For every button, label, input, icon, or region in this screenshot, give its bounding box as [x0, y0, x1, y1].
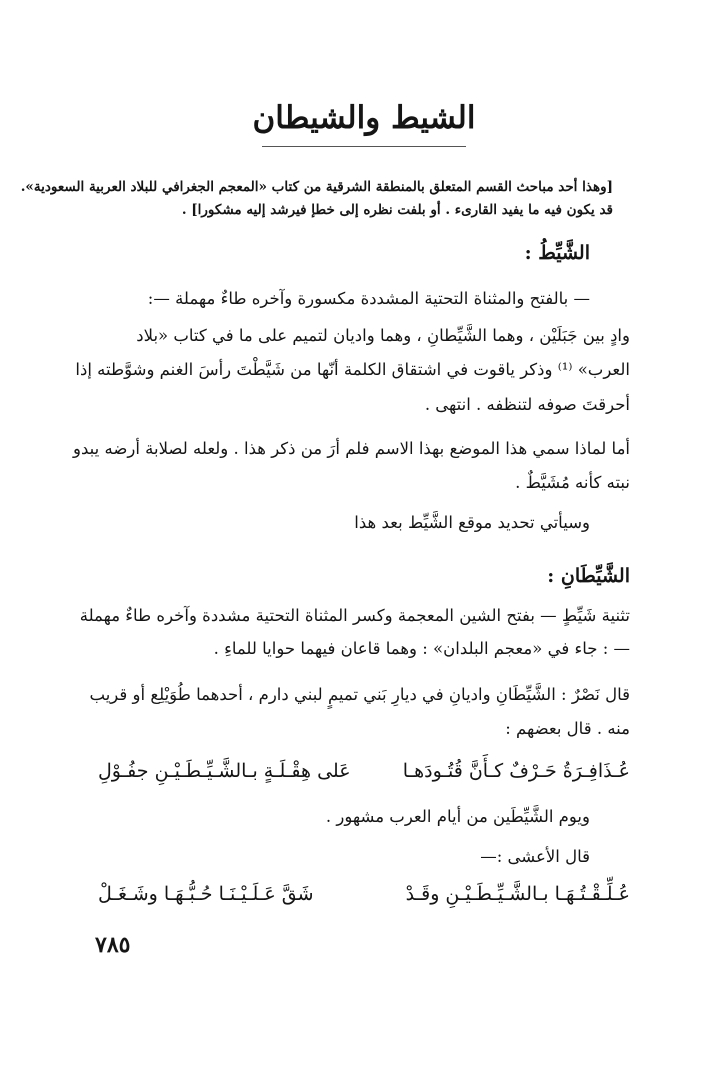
verse-1-first-hemistich: عُـذَافِـرَةُ حَـرْفٌ كـأَنَّ قُتُـودَهـا	[402, 760, 630, 782]
intro-line-2: قد يكون فيه ما يفيد القارىء . أو بلفت نظره إلى خطإ فيرشد إليه مشكورا] .	[181, 202, 613, 218]
intro-line-1: [وهذا أحد مباحث القسم المتعلق بالمنطقة الشرقية من كتاب «المعجم الجغرافي للبلاد العربية السعودية».	[20, 179, 613, 195]
poet-attribution: قال الأعشى :—	[480, 847, 590, 866]
paragraph-line: وسيأتي تحديد موقع الشَّيِّط بعد هذا	[354, 513, 590, 532]
paragraph-line: أحرقتَ صوفه لتنظفه . انتهى .	[424, 395, 630, 414]
section-heading-shayyit: الشَّيِّطُ :	[524, 242, 590, 264]
definition-line: — بالفتح والمثناة التحتية المشددة مكسورة وآخره طاءٌ مهملة —:	[147, 289, 590, 308]
verse-2-first-hemistich: عُـلِّـقْـتُـهَـا بـالشَّـيِّـطَـيْـنِ وقَـدْ	[405, 883, 630, 905]
paragraph-line: — : جاء في «معجم البلدان» : وهما قاعان فيهما حوايا للماءِ .	[213, 639, 630, 658]
verse-1-second-hemistich: عَلى هِقْـلَـةٍ بـالشَّـيِّـطَـيْـنِ جفُـوْلِ	[98, 760, 351, 782]
page-number: ٧٨٥	[95, 932, 131, 958]
verse-2-second-hemistich: شَقَّ عَـلَـيْـنَـا حُـبُّـهَـا وشَـغَـلْ	[98, 883, 314, 905]
paragraph-line: العرب» ⁽¹⁾ وذكر ياقوت في اشتقاق الكلمة أنّها من شَيَّطْتَ رأسَ الغنم وشوَّطته إذا	[75, 360, 630, 379]
paragraph-line: أما لماذا سمي هذا الموضع بهذا الاسم فلم أرَ من ذكر هذا . ولعله لصلابة أرضه يبدو	[73, 439, 630, 458]
paragraph-line: وادٍ بين جَبَلَيْن ، وهما الشَّيِّطانِ ، وهما واديان لتميم على ما في كتاب «بلاد	[136, 326, 630, 345]
paragraph-line: منه . قال بعضهم :	[505, 719, 630, 738]
section-heading-shayyitan: الشَّيِّطَانِ :	[547, 565, 630, 587]
paragraph-line: نبته كأنه مُشَيَّطٌ .	[515, 473, 630, 492]
paragraph-line: ويوم الشَّيِّطَين من أيام العرب مشهور .	[325, 807, 590, 826]
title-underline	[262, 146, 466, 147]
page-title: الشيط والشيطان	[252, 100, 476, 136]
paragraph-line: قال نَصْرٌ : الشَّيِّطَانِ واديانِ في ديارِ بَني تميمٍ لبني دارم ، أحدهما طُوَيْلِع أو قريب	[89, 685, 630, 704]
paragraph-line: تثنية شَيِّطٍ — بفتح الشين المعجمة وكسر المثناة التحتية مشددة وآخره طاءٌ مهملة	[79, 606, 630, 625]
